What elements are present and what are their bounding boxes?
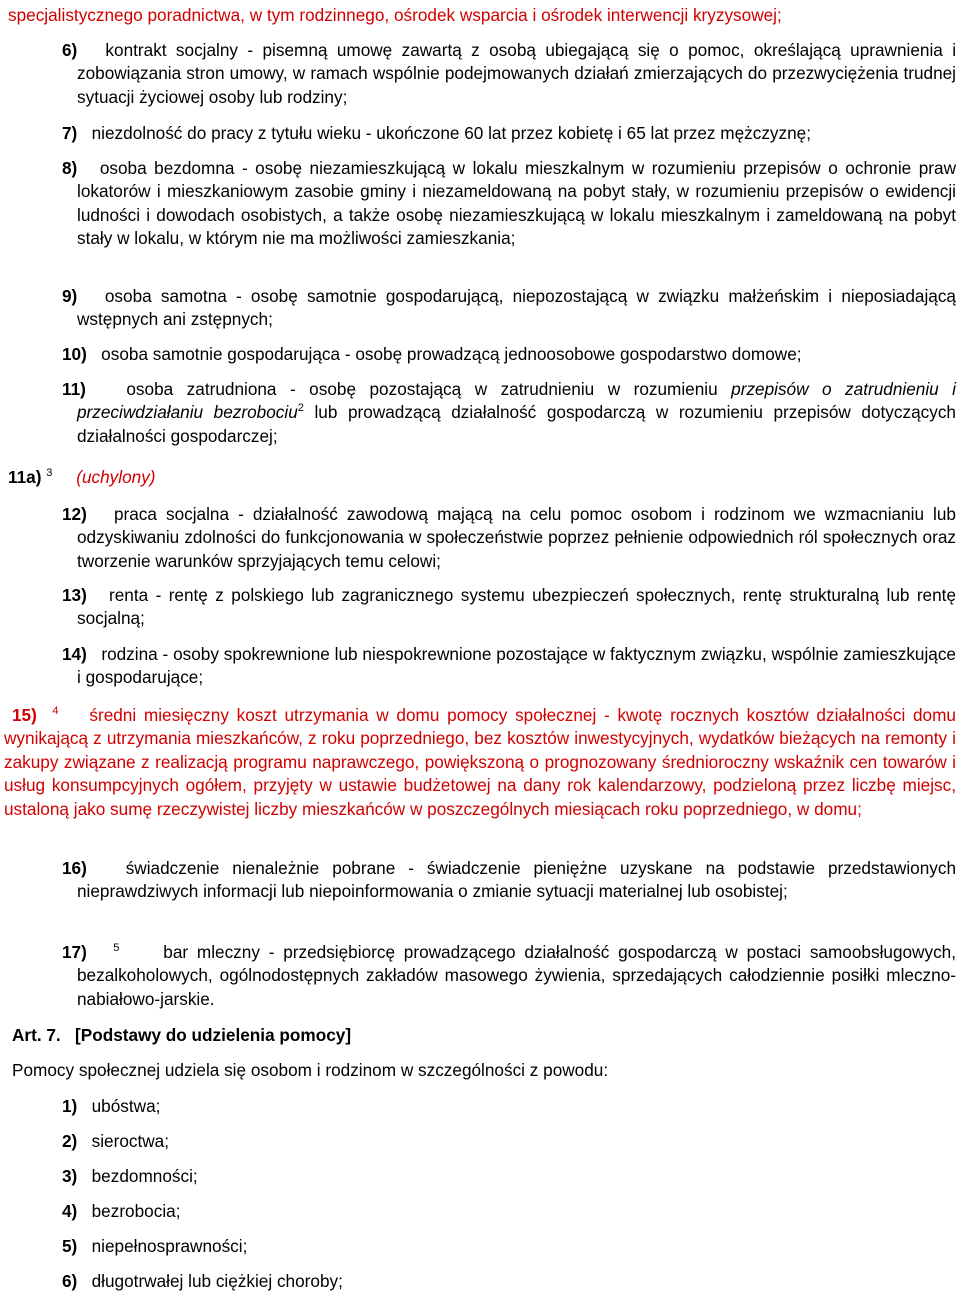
definition-item-6 xyxy=(62,39,956,109)
list-item xyxy=(62,1270,956,1293)
definition-item-12 xyxy=(62,503,956,573)
list-text: niepełnosprawności; xyxy=(91,1236,248,1256)
item-number: 14) xyxy=(62,644,87,664)
list-item xyxy=(62,1200,956,1223)
definition-item-7 xyxy=(62,122,956,145)
item-number: 16) xyxy=(62,858,87,878)
list-number: 4) xyxy=(62,1201,78,1221)
item-number: 13) xyxy=(62,585,87,605)
item-number: 12) xyxy=(62,504,87,524)
item-number: 10) xyxy=(62,344,87,364)
item-text: niezdolność do pracy z tytułu wieku - ukończone 60 lat przez kobietę i 65 lat przez mężczyznę; xyxy=(91,123,811,143)
item-number: 9) xyxy=(62,286,78,306)
list-item xyxy=(62,1095,956,1118)
intro-amended-text: specjalistycznego poradnictwa, w tym rodzinnego, ośrodek wsparcia i ośrodek interwencji kryzysowej; xyxy=(8,5,782,25)
item-text: renta - rentę z polskiego lub zagranicznego systemu ubezpieczeń społecznych, rentę strukturalną lub rentę socjalną; xyxy=(77,585,957,629)
item-text: osoba bezdomna - osobę niezamieszkującą w lokalu mieszkalnym w rozumieniu przepisów o ochronie praw lokatorów i mieszkaniowym zasobie gminy i niezameldowaną na pobyt stały, w rozumieniu przepisów o ewidencji ludności i dowodach osobistych, a także osobę niezamieszkującą w lokalu mieszkalnym i zameldowaną na pobyt stały w lokalu, w którym nie ma możliwości zamieszkania; xyxy=(77,158,956,249)
footnote-marker: 2 xyxy=(297,402,304,415)
item-text: kontrakt socjalny - pisemną umowę zawartą z osobą ubiegającą się o pomoc, określającą uprawnienia i zobowiązania stron umowy, w ramach wspólnie podejmowanych działań zmierzających do przezwyciężenia trudnej sytuacji życiowej osoby lub rodziny; xyxy=(77,40,957,107)
list-item xyxy=(62,1130,956,1153)
item-italic-reference: przepisów o zatrudnieniu i przeciwdziałaniu bezrobociu xyxy=(77,379,956,423)
definition-item-16 xyxy=(62,857,956,904)
list-text: bezrobocia; xyxy=(91,1201,181,1221)
definition-item-17 xyxy=(62,941,956,1011)
definition-item-9 xyxy=(62,285,956,332)
item-number: 8) xyxy=(62,158,78,178)
list-text: ubóstwa; xyxy=(91,1096,161,1116)
definition-item-10 xyxy=(62,343,956,366)
footnote-marker: 3 xyxy=(46,467,53,479)
definition-item-13 xyxy=(62,584,956,631)
list-number: 5) xyxy=(62,1236,78,1256)
definition-item-11 xyxy=(62,378,956,448)
list-item xyxy=(62,1235,956,1258)
list-text: bezdomności; xyxy=(91,1166,198,1186)
definition-item-14 xyxy=(62,643,956,690)
item-text: bar mleczny - przedsiębiorcę prowadzącego działalność gospodarczą w postaci samoobsługowych, bezalkoholowych, ogólnodostępnych zakładów masowego żywienia, sprzedających całodziennie posiłki mleczno-nabiałowo-jarskie. xyxy=(77,942,956,1009)
item-number: 7) xyxy=(62,123,78,143)
item-text: osoba samotnie gospodarująca - osobę prowadzącą jednoosobowe gospodarstwo domowe; xyxy=(101,344,802,364)
item-number: 11) xyxy=(62,379,86,399)
item-text: praca socjalna - działalność zawodową mającą na celu pomoc osobom i rodzinom we wzmacnianiu lub odzyskiwaniu zdolności do funkcjonowania w społeczeństwie poprzez pełnienie odpowiednich ról społecznych oraz tworzenie warunków sprzyjających temu celowi; xyxy=(77,504,956,571)
footnote-marker: 5 xyxy=(113,942,120,954)
list-number: 2) xyxy=(62,1131,78,1151)
item-text: osoba zatrudniona - osobę pozostającą w zatrudnieniu w rozumieniu xyxy=(126,379,732,399)
item-text-continued: lub prowadzącą działalność gospodarczą w rozumieniu przepisów dotyczących działalności gospodarczej; xyxy=(77,402,956,446)
item-text: świadczenie nienależnie pobrane - świadczenie pieniężne uzyskane na podstawie przedstawionych nieprawdziwych informacji lub niepoinformowania o zmianie sytuacji materialnej lub osobistej; xyxy=(77,858,956,902)
list-item xyxy=(62,1165,956,1188)
article-label: Art. 7. xyxy=(12,1025,61,1045)
definition-item-11a xyxy=(8,466,956,489)
article-title: [Podstawy do udzielenia pomocy] xyxy=(75,1025,352,1045)
definition-item-8 xyxy=(62,157,956,251)
article-heading xyxy=(12,1024,956,1047)
item-text: rodzina - osoby spokrewnione lub niespokrewnione pozostające w faktycznym związku, wspólnie zamieszkujące i gospodarujące; xyxy=(77,644,956,688)
article-intro: Pomocy społecznej udziela się osobom i rodzinom w szczególności z powodu: xyxy=(12,1060,609,1080)
item-number: 6) xyxy=(62,40,78,60)
repealed-text: (uchylony) xyxy=(76,467,156,487)
list-number: 3) xyxy=(62,1166,78,1186)
item-text: średni miesięczny koszt utrzymania w domu pomocy społecznej - kwotę rocznych kosztów działalności domu wynikającą z utrzymania mieszkańców, z roku poprzedniego, bez kosztów inwestycyjnych, wydatków bieżących na remonty i zakupy związane z realizacją programu naprawczego, powiększoną o prognozowany średnioroczny wskaźnik cen towarów i usług konsumpcyjnych ogółem, przyjęty w ustawie budżetowej na dany rok kalendarzowy, podzieloną przez liczbę miejsc, ustaloną jako sumę rzeczywistej liczby mieszkańców w poszczególnych miesiącach roku poprzedniego, w domu; xyxy=(4,705,956,819)
item-text: osoba samotna - osobę samotnie gospodarującą, niepozostającą w związku małżeńskim i nieposiadającą wstępnych ani zstępnych; xyxy=(77,286,956,330)
list-number: 6) xyxy=(62,1271,78,1291)
footnote-marker: 4 xyxy=(52,705,59,717)
item-number: 11a) xyxy=(8,467,42,487)
list-text: sieroctwa; xyxy=(91,1131,169,1151)
item-number: 17) xyxy=(62,942,87,962)
list-number: 1) xyxy=(62,1096,78,1116)
item-number: 15) xyxy=(12,705,37,725)
list-text: długotrwałej lub ciężkiej choroby; xyxy=(91,1271,343,1291)
definition-item-15-amended xyxy=(4,704,956,821)
